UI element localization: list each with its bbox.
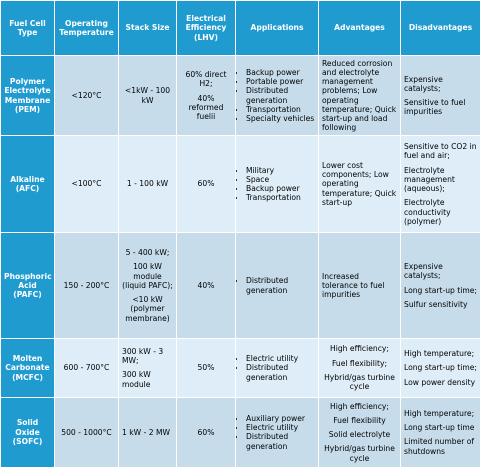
header-cell: Operating Temperature (55, 1, 119, 56)
operating-temperature: <120°C (55, 56, 119, 136)
electrical-efficiency (177, 232, 236, 339)
disadvantages-line: Expensive catalysts; (404, 262, 443, 281)
list-item: • Electric utility (246, 354, 315, 363)
disadvantages-line: Electrolyte conductivity (polymer) (404, 198, 451, 226)
header-cell: Disadvantages (401, 1, 480, 56)
list-item: • Backup power (246, 184, 315, 193)
stack-size (119, 232, 177, 339)
fuel-cell-type: Molten Carbonate (MCFC) (1, 339, 55, 397)
disadvantages (401, 339, 480, 397)
advantages (319, 136, 401, 232)
electrical-efficiency (177, 136, 236, 232)
fuel-cell-type: Polymer Electrolyte Membrane (PEM) (1, 56, 55, 136)
advantages-line: High efficiency; (330, 344, 389, 354)
applications-list (239, 414, 315, 451)
disadvantages-line: Low power density (404, 377, 476, 387)
advantages-line: Fuel flexibility; (331, 358, 388, 368)
advantages-line: High efficiency; (330, 401, 389, 411)
header-cell: Applications (236, 1, 319, 56)
list-item: • Space (246, 175, 315, 184)
list-item: • Transportation (246, 105, 315, 114)
disadvantages-line: Long start-up time; (404, 363, 477, 373)
list-item: • Backup power (246, 68, 315, 77)
list-item: • Transportation (246, 193, 315, 202)
disadvantages (401, 56, 480, 136)
table-row (1, 339, 480, 397)
stack-size-line: 300 kW module (122, 370, 151, 389)
header-cell: Fuel Cell Type (1, 1, 55, 56)
advantages-line: Hybrid/gas turbine cycle (324, 444, 395, 463)
advantages (319, 339, 401, 397)
applications-list (239, 276, 315, 295)
advantages-line: Increased tolerance to fuel impurities (322, 271, 385, 300)
fuel-cell-type: Phosphoric Acid (PAFC) (1, 232, 55, 339)
table-row (1, 56, 480, 136)
disadvantages-line: Long start-up time (404, 423, 475, 433)
electrical-efficiency (177, 339, 236, 397)
fuel-cell-type: Alkaline (AFC) (1, 136, 55, 232)
stack-size-line: <1kW - 100 kW (124, 86, 171, 105)
list-item: • Military (246, 166, 315, 175)
stack-size-line: 1 - 100 kW (126, 179, 169, 189)
disadvantages-line: Limited number of shutdowns (404, 437, 475, 456)
applications-list (239, 68, 315, 124)
applications (236, 136, 319, 232)
efficiency-line: 40% (197, 280, 215, 290)
list-item: • Portable power (246, 77, 315, 86)
list-item: • Distributed generation (246, 363, 315, 382)
disadvantages (401, 397, 480, 467)
operating-temperature: 150 - 200°C (55, 232, 119, 339)
list-item: • Specialty vehicles (246, 114, 315, 123)
electrical-efficiency (177, 56, 236, 136)
disadvantages-line: Electrolyte management (aqueous); (404, 165, 455, 194)
efficiency-line: 60% direct H2; (185, 70, 227, 89)
advantages-line: Lower cost components; Low operating temperature; Quick start-up (322, 160, 397, 207)
advantages-line: Solid electrolyte (328, 430, 391, 440)
stack-size-line: 1 kW - 2 MW (122, 427, 171, 437)
disadvantages (401, 136, 480, 232)
stack-size-line: 300 kW - 3 MW; (122, 346, 164, 366)
disadvantages-line: Sensitive to fuel impurities (404, 98, 466, 117)
disadvantages-line: Long start-up time; (404, 285, 477, 295)
disadvantages-line: High temperature; (404, 408, 475, 418)
stack-size (119, 339, 177, 397)
efficiency-line: 40% reformed fuelii (188, 93, 224, 122)
stack-size-line: 5 - 400 kW; (125, 248, 170, 258)
efficiency-line: 50% (197, 363, 215, 373)
stack-size (119, 397, 177, 467)
table-row (1, 232, 480, 339)
list-item: • Distributed generation (246, 86, 315, 105)
electrical-efficiency (177, 397, 236, 467)
applications (236, 397, 319, 467)
operating-temperature: 500 - 1000°C (55, 397, 119, 467)
applications (236, 56, 319, 136)
disadvantages-line: Sensitive to CO2 in fuel and air; (404, 142, 477, 161)
efficiency-line: 60% (197, 427, 215, 437)
table-row (1, 397, 480, 467)
efficiency-line: 60% (197, 179, 215, 189)
applications (236, 339, 319, 397)
stack-size-line: 100 kW module (liquid PAFC); (122, 262, 173, 290)
advantages (319, 397, 401, 467)
header-row (1, 1, 480, 56)
advantages-line: Fuel flexibility (333, 415, 386, 425)
list-item: • Auxiliary power (246, 414, 315, 423)
operating-temperature: <100°C (55, 136, 119, 232)
applications-list (239, 354, 315, 382)
list-item: • Electric utility (246, 423, 315, 432)
applications (236, 232, 319, 339)
header-cell: Stack Size (119, 1, 177, 56)
stack-size-line: <10 kW (polymer membrane) (125, 295, 170, 323)
advantages-line: Reduced corrosion and electrolyte management problems; Low operating temperature; Quick start-up and load following (322, 58, 397, 133)
list-item: • Distributed generation (246, 432, 315, 451)
advantages (319, 232, 401, 339)
stack-size (119, 56, 177, 136)
table-row (1, 136, 480, 232)
advantages-line: Hybrid/gas turbine cycle (324, 372, 395, 392)
disadvantages-line: High temperature; (404, 349, 475, 359)
fuel-cell-type: Solid Oxide (SOFC) (1, 397, 55, 467)
header-cell: Electrical Efficiency (LHV) (177, 1, 236, 56)
list-item: • Distributed generation (246, 276, 315, 295)
disadvantages-line: Sulfur sensitivity (404, 299, 468, 309)
applications-list (239, 166, 315, 203)
disadvantages-line: Expensive catalysts; (404, 74, 443, 93)
operating-temperature: 600 - 700°C (55, 339, 119, 397)
advantages (319, 56, 401, 136)
stack-size (119, 136, 177, 232)
disadvantages (401, 232, 480, 339)
header-cell: Advantages (319, 1, 401, 56)
